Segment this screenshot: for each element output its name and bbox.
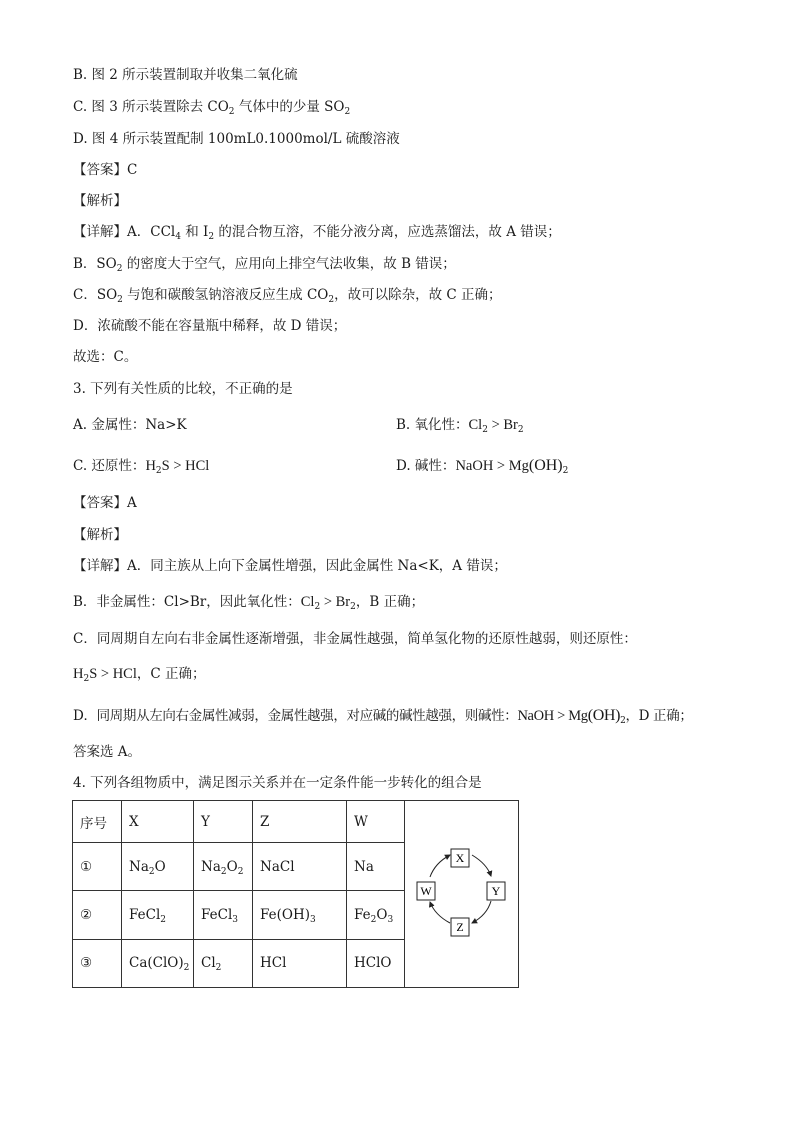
cell-y: $Cl_2$ — [194, 939, 253, 987]
header-z: Z — [253, 801, 347, 843]
arrow-z-to-w — [430, 902, 450, 923]
row-no: ② — [73, 891, 122, 939]
row-no: ③ — [73, 939, 122, 987]
cell-w: HClO — [347, 939, 405, 987]
question-4-stem: 4. 下列各组物质中，满足图示关系并在一定条件能一步转化的组合是 — [73, 775, 482, 791]
analysis-label: 【解析】 — [73, 193, 127, 209]
conclusion-line: 故选：C。 — [73, 349, 138, 365]
cell-x: $Na_2O$ — [122, 843, 194, 891]
q3-detail-a: 【详解】A．同主族从上向下金属性增强，因此金属性 Na<K，A 错误； — [73, 558, 507, 574]
diagram-cell — [405, 801, 519, 988]
q3-option-a: A. 金属性：Na>K — [73, 417, 187, 433]
q3-detail-d: D．同周期从左向右金属性减弱，金属性越强，对应碱的碱性越强，则碱性：NaOH > $Mg(OH)_2$，D 正确； — [73, 707, 693, 726]
cell-w: Na — [347, 843, 405, 891]
header-no: 序号 — [73, 801, 122, 843]
q4-table — [72, 800, 519, 988]
q3-analysis-label: 【解析】 — [73, 527, 127, 543]
node-x-label: X — [455, 851, 465, 865]
cell-w: $Fe_2O_3$ — [347, 891, 405, 939]
q3-answer-label: 【答案】A — [73, 495, 137, 511]
node-z-label: Z — [456, 920, 464, 934]
cell-y: $Na_2O_2$ — [194, 843, 253, 891]
detail-line-d: D．浓硫酸不能在容量瓶中稀释，故 D 错误； — [73, 318, 347, 334]
header-y: Y — [194, 801, 253, 843]
q3-option-d: D. 碱性：NaOH > $Mg(OH)_2$ — [396, 457, 569, 476]
cell-z: NaCl — [253, 843, 347, 891]
q3-option-b: B. 氧化性：$Cl_2 > Br_2$ — [396, 417, 524, 435]
q3-detail-c-cont: $H_2S$ > HCl，C 正确； — [73, 666, 206, 684]
arrow-w-to-x — [430, 855, 450, 877]
answer-label: 【答案】C — [73, 162, 138, 178]
node-w-label: W — [420, 884, 432, 898]
cell-z: $Fe(OH)_3$ — [253, 891, 347, 939]
detail-line-c: C．$SO_2$ 与饱和碳酸氢钠溶液反应生成 $CO_2$，故可以除杂，故 C 正确； — [73, 287, 502, 305]
node-y-label: Y — [491, 884, 501, 898]
cell-x: FeCl$_2$ — [122, 891, 194, 939]
q3-detail-b: B．非金属性：Cl>Br，因此氧化性：$Cl_2 > Br_2$，B 正确； — [73, 594, 425, 612]
arrow-y-to-z — [472, 901, 491, 923]
option-d-line: D. 图 4 所示装置配制 100mL0.1000mol/L 硫酸溶液 — [73, 131, 400, 147]
cell-y: FeCl$_3$ — [194, 891, 253, 939]
option-c-line: C. 图 3 所示装置除去 $CO_2$ 气体中的少量 $SO_2$ — [73, 99, 351, 117]
detail-line-b: B．$SO_2$ 的密度大于空气，应用向上排空气法收集，故 B 错误； — [73, 256, 456, 274]
cell-x: $Ca(ClO)_2$ — [122, 939, 194, 987]
option-b-line: B. 图 2 所示装置制取并收集二氧化硫 — [73, 67, 298, 83]
cycle-diagram — [405, 801, 518, 983]
q3-option-c: C. 还原性：$H_2S$ > HCl — [73, 458, 210, 476]
row-no: ① — [73, 843, 122, 891]
question-3-stem: 3. 下列有关性质的比较，不正确的是 — [73, 381, 293, 397]
cell-z: HCl — [253, 939, 347, 987]
arrow-x-to-y — [472, 855, 491, 876]
header-w: W — [347, 801, 405, 843]
header-x: X — [122, 801, 194, 843]
detail-line-a: 【详解】A．CCl$_4$ 和 $I_2$ 的混合物互溶，不能分液分离，应选蒸馏法，故 A 错误； — [73, 224, 561, 242]
q3-final-answer: 答案选 A。 — [73, 744, 142, 760]
q3-detail-c: C．同周期自左向右非金属性逐渐增强，非金属性越强，简单氢化物的还原性越弱，则还原性： — [73, 631, 637, 647]
table-header-row — [73, 801, 519, 843]
